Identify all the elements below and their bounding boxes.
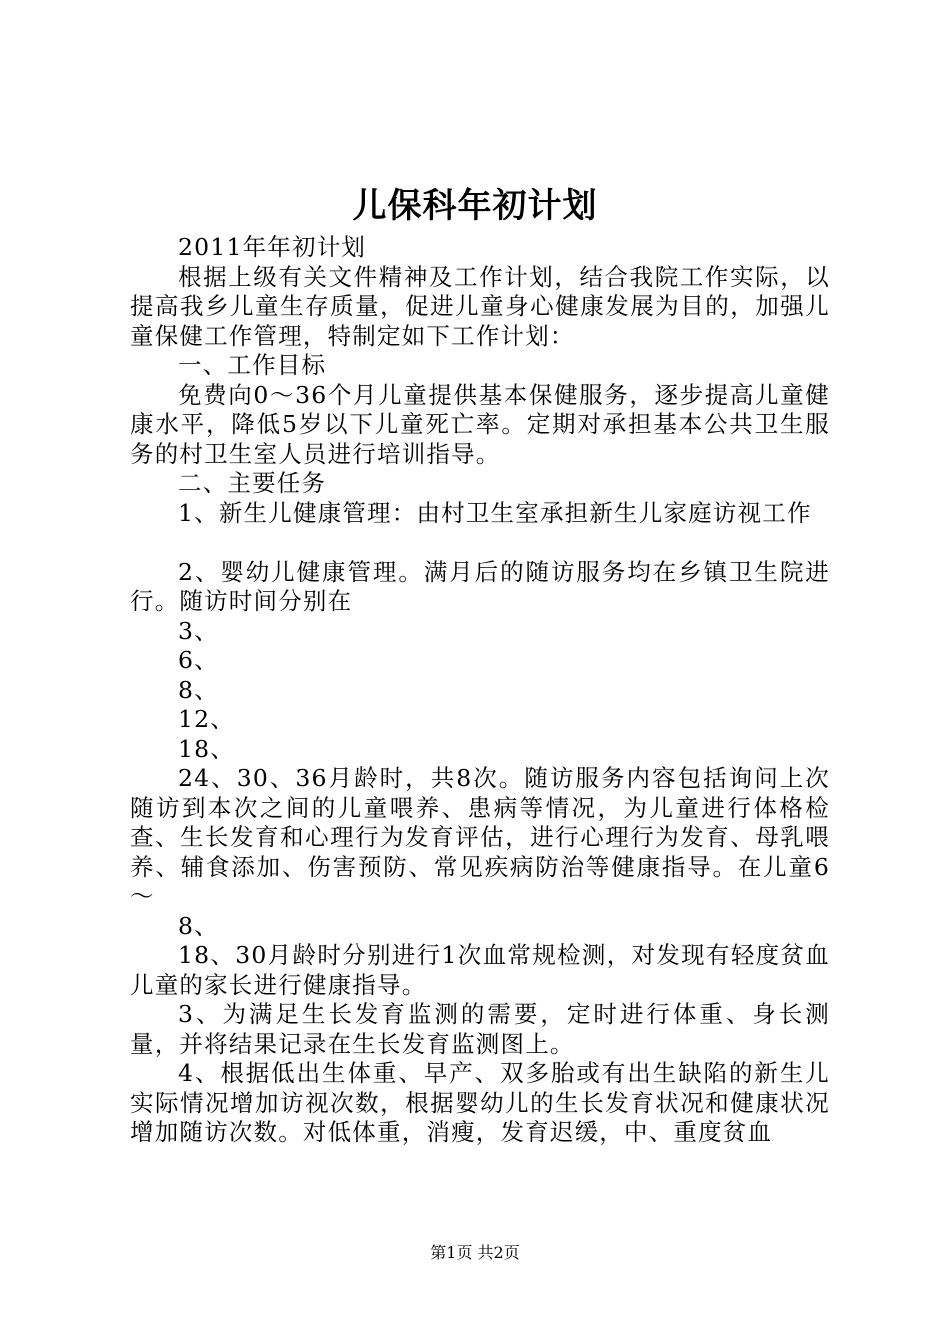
document-title: 儿保科年初计划 (352, 186, 598, 226)
document-body (130, 233, 830, 1148)
paragraph-intro: 根据上级有关文件精神及工作计划，结合我院工作实际，以提高我乡儿童生存质量，促进儿童身心健康发展为目的，加强儿童保健工作管理，特制定如下工作计划： (130, 262, 830, 350)
paragraph-age-18: 18、 (178, 734, 236, 763)
paragraph-age-3: 3、 (178, 616, 219, 645)
paragraph-work-goal: 免费向0～36个月儿童提供基本保健服务，逐步提高儿童健康水平，降低5岁以下儿童死亡率。定期对承担基本公共卫生服务的村卫生室人员进行培训指导。 (130, 380, 830, 468)
paragraph-age-6: 6、 (178, 646, 219, 674)
paragraph-plan-year: 2011年年初计划 (178, 233, 367, 261)
paragraph-age-8-second: 8、 (178, 911, 219, 940)
paragraph-task-2: 2、婴幼儿健康管理。满月后的随访服务均在乡镇卫生院进行。随访时间分别在 (130, 557, 830, 615)
paragraph-age-8: 8、 (178, 675, 219, 704)
page-footer: 第1页 共2页 (430, 1243, 520, 1262)
paragraph-age-12: 12、 (178, 705, 236, 733)
paragraph-followup-content: 24、30、36月龄时，共8次。随访服务内容包括询问上次随访到本次之间的儿童喂养、患病等情况，为儿童进行体格检查、生长发育和心理行为发育评估，进行心理行为发育、母乳喂养、辅食添加、伤害预防、常见疾病防治等健康指导。在儿童6～ (130, 764, 830, 910)
heading-work-goal: 一、工作目标 (178, 351, 327, 379)
paragraph-task-3: 3、为满足生长发育监测的需要，定时进行体重、身长测量，并将结果记录在生长发育监测图上。 (130, 1000, 830, 1058)
heading-main-tasks: 二、主要任务 (178, 469, 327, 497)
paragraph-task-4: 4、根据低出生体重、早产、双多胎或有出生缺陷的新生儿实际情况增加访视次数，根据婴幼儿的生长发育状况和健康状况增加随访次数。对低体重，消瘦，发育迟缓，中、重度贫血 (130, 1059, 830, 1146)
paragraph-task-1: 1、新生儿健康管理：由村卫生室承担新生儿家庭访视工作 (178, 498, 812, 527)
paragraph-blood-test: 18、30月龄时分别进行1次血常规检测，对发现有轻度贫血儿童的家长进行健康指导。 (130, 941, 830, 999)
